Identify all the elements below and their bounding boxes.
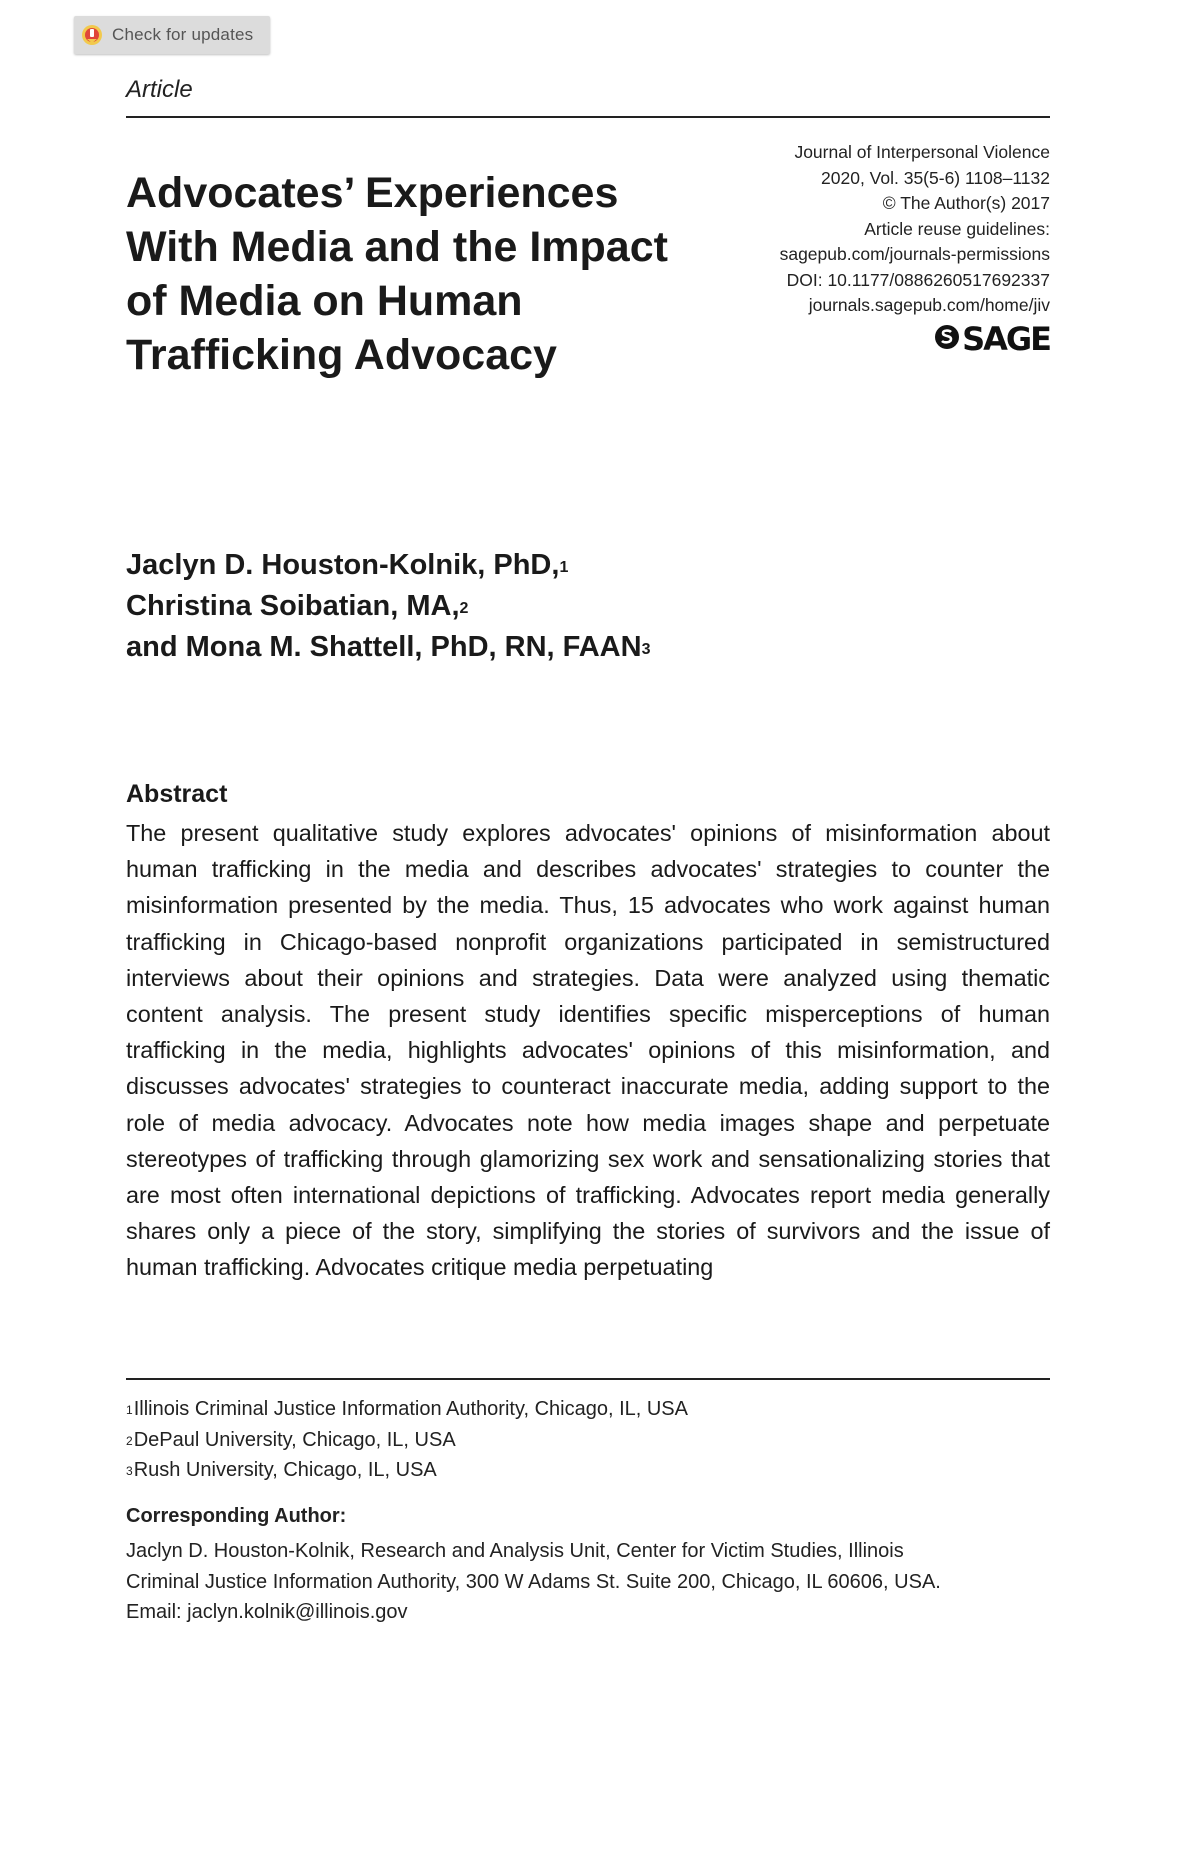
- journal-meta: [710, 140, 1050, 319]
- abstract-heading: Abstract: [126, 780, 228, 808]
- crossmark-icon: [80, 23, 104, 47]
- header-divider: [126, 116, 1050, 118]
- article-title: Advocates’ Experiences With Media and the Impact of Media on Human Trafficking Advocacy: [126, 169, 668, 379]
- corresponding-line-1: Jaclyn D. Houston-Kolnik, Research and Analysis Unit, Center for Victim Studies, Illinois: [126, 1540, 904, 1562]
- permissions-link[interactable]: sagepub.com/journals-permissions: [779, 244, 1050, 264]
- sage-logo: [934, 320, 1050, 358]
- author-1: Jaclyn D. Houston-Kolnik, PhD,$^1$: [126, 549, 569, 581]
- sage-wordmark: SAGE: [962, 320, 1050, 358]
- journal-copyright: © The Author(s) 2017: [882, 193, 1050, 213]
- author-3: and Mona M. Shattell, PhD, RN, FAAN$^3$: [126, 631, 651, 663]
- affiliation-3: $^3$Rush University, Chicago, IL, USA: [126, 1459, 437, 1481]
- check-for-updates-label: Check for updates: [112, 25, 254, 44]
- check-for-updates-button[interactable]: [74, 16, 270, 54]
- reuse-guidelines: Article reuse guidelines:: [864, 218, 1050, 239]
- footnote-divider: [126, 1378, 1050, 1380]
- sage-emblem-icon: [934, 324, 960, 355]
- article-type-label: Article: [126, 76, 193, 103]
- doi[interactable]: DOI: 10.1177/0886260517692337: [786, 269, 1050, 290]
- abstract-text: The present qualitative study explores advocates' opinions of misinformation about human trafficking in the media and describes advocates' strategies to counter the misinformation presented by the media. Thus, 15 advocates who work against human trafficking in Chicago-based nonprofit organizations participated in semistructured interviews about their opinions and strategies. Data were analyzed using thematic content analysis. The present study identifies specific misperceptions of human trafficking in the media, highlights advocates' opinions of this misinformation, and discusses advocates' strategies to counteract inaccurate media, adding support to the role of media advocacy. Advocates note how media images shape and perpetuate stereotypes of trafficking through glamorizing sex work and sensationalizing stories that are most often international depictions of trafficking. Advocates report media generally shares only a piece of the story, simplifying the stories of survivors and the issue of human trafficking. Advocates critique media perpetuating: [126, 820, 1050, 1281]
- affiliations: [126, 1394, 688, 1486]
- author-2: Christina Soibatian, MA,$^2$: [126, 590, 469, 622]
- affiliation-2: $^2$DePaul University, Chicago, IL, USA: [126, 1428, 456, 1451]
- corresponding-author-heading: Corresponding Author:: [126, 1505, 347, 1527]
- journal-name: Journal of Interpersonal Violence: [794, 142, 1050, 162]
- corresponding-author-details: [126, 1536, 1056, 1628]
- affiliation-1: $^1$Illinois Criminal Justice Information Authority, Chicago, IL, USA: [126, 1398, 688, 1420]
- journal-homepage-link[interactable]: journals.sagepub.com/home/jiv: [808, 295, 1050, 315]
- corresponding-line-2: Criminal Justice Information Authority, 300 W Adams St. Suite 200, Chicago, IL 60606, USA.: [126, 1570, 941, 1593]
- journal-volume: 2020, Vol. 35(5-6) 1108–1132: [821, 167, 1050, 188]
- corresponding-email[interactable]: Email: jaclyn.kolnik@illinois.gov: [126, 1601, 408, 1623]
- author-list: [126, 545, 650, 668]
